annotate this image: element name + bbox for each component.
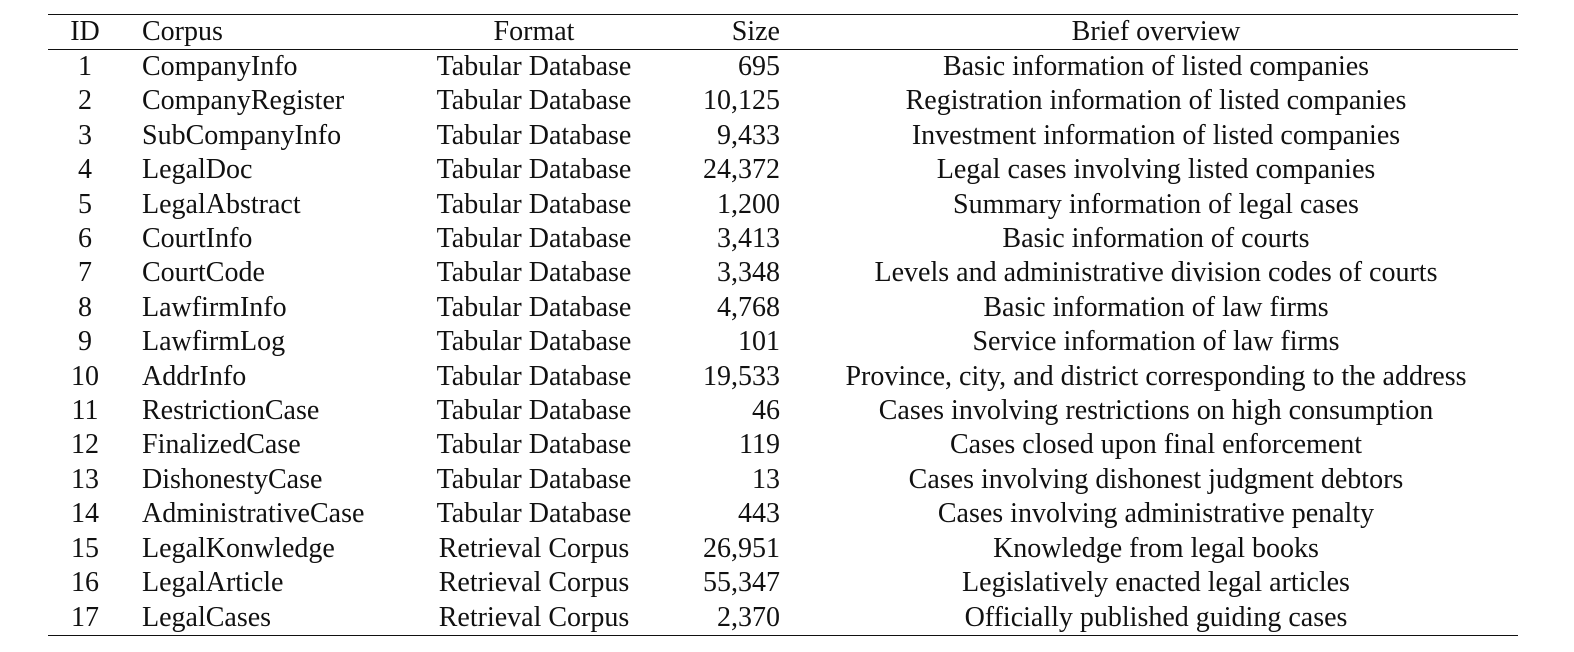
- cell-format: Tabular Database: [436, 223, 632, 255]
- cell-size: 1,200: [717, 188, 780, 220]
- cell-size: 13: [752, 463, 780, 495]
- table-row: [48, 50, 1518, 85]
- cell-corpus: LegalKonwledge: [142, 532, 335, 564]
- cell-id: 16: [71, 567, 99, 599]
- cell-size: 695: [738, 51, 780, 82]
- header-corpus: Corpus: [142, 16, 223, 47]
- cell-corpus: LawfirmLog: [142, 326, 286, 358]
- cell-id: 12: [71, 429, 99, 461]
- table-row: [48, 497, 1518, 531]
- cell-corpus: DishonestyCase: [142, 463, 323, 495]
- cell-overview: Knowledge from legal books: [993, 532, 1319, 564]
- table-row: [48, 601, 1518, 636]
- cell-id: 17: [71, 601, 99, 633]
- cell-format: Retrieval Corpus: [438, 532, 630, 564]
- cell-corpus: RestrictionCase: [142, 395, 320, 427]
- cell-corpus: LawfirmInfo: [142, 291, 287, 323]
- cell-corpus: LegalDoc: [142, 154, 253, 186]
- cell-overview: Investment information of listed companies: [911, 119, 1401, 151]
- cell-size: 3,413: [717, 223, 780, 255]
- table-header: [48, 15, 1518, 50]
- cell-size: 443: [738, 498, 780, 530]
- cell-format: Tabular Database: [436, 119, 632, 151]
- cell-corpus: CourtCode: [142, 257, 265, 289]
- cell-format: Tabular Database: [436, 51, 632, 82]
- cell-corpus: LegalAbstract: [142, 188, 301, 220]
- cell-overview: Cases involving restrictions on high consumption: [878, 395, 1434, 427]
- cell-id: 3: [78, 119, 92, 151]
- cell-size: 10,125: [703, 85, 780, 117]
- cell-id: 2: [78, 85, 92, 117]
- cell-size: 24,372: [703, 154, 780, 186]
- cell-corpus: AddrInfo: [142, 360, 247, 392]
- cell-id: 7: [78, 257, 92, 289]
- cell-format: Tabular Database: [436, 154, 632, 186]
- table-row: [48, 394, 1518, 428]
- cell-corpus: CourtInfo: [142, 223, 253, 255]
- cell-overview: Summary information of legal cases: [953, 188, 1359, 220]
- table-row: [48, 188, 1518, 222]
- cell-overview: Cases closed upon final enforcement: [949, 429, 1363, 461]
- cell-format: Tabular Database: [436, 188, 632, 220]
- cell-overview: Legislatively enacted legal articles: [962, 567, 1350, 599]
- cell-format: Tabular Database: [436, 360, 632, 392]
- cell-overview: Officially published guiding cases: [964, 601, 1348, 633]
- cell-format: Tabular Database: [436, 257, 632, 289]
- cell-id: 9: [78, 326, 92, 358]
- cell-overview: Basic information of listed companies: [942, 51, 1370, 82]
- cell-overview: Levels and administrative division codes of courts: [874, 257, 1438, 289]
- cell-id: 6: [78, 223, 92, 255]
- cell-size: 4,768: [717, 291, 780, 323]
- table-row: [48, 153, 1518, 187]
- cell-format: Tabular Database: [436, 498, 632, 530]
- cell-overview: Basic information of law firms: [983, 291, 1329, 323]
- cell-overview: Cases involving dishonest judgment debtors: [908, 463, 1404, 495]
- cell-size: 3,348: [717, 257, 780, 289]
- cell-size: 101: [738, 326, 780, 358]
- table-row: [48, 532, 1518, 566]
- table-row: [48, 119, 1518, 153]
- table-row: [48, 463, 1518, 497]
- corpus-table-container: [48, 14, 1518, 636]
- cell-overview: Province, city, and district corresponding to the address: [845, 360, 1467, 392]
- cell-size: 55,347: [703, 567, 780, 599]
- cell-size: 46: [752, 395, 780, 427]
- cell-format: Tabular Database: [436, 326, 632, 358]
- header-format: Format: [493, 16, 575, 47]
- cell-overview: Service information of law firms: [972, 326, 1340, 358]
- cell-format: Tabular Database: [436, 463, 632, 495]
- table-body: [48, 50, 1518, 636]
- cell-id: 15: [71, 532, 99, 564]
- cell-format: Tabular Database: [436, 395, 632, 427]
- cell-corpus: LegalArticle: [142, 567, 284, 599]
- cell-corpus: SubCompanyInfo: [142, 119, 342, 151]
- cell-overview: Registration information of listed companies: [905, 85, 1407, 117]
- table-row: [48, 222, 1518, 256]
- table-row: [48, 325, 1518, 359]
- cell-corpus: FinalizedCase: [142, 429, 301, 461]
- cell-id: 10: [71, 360, 99, 392]
- cell-id: 13: [71, 463, 99, 495]
- table-row: [48, 84, 1518, 118]
- cell-size: 2,370: [717, 601, 780, 633]
- cell-size: 119: [739, 429, 780, 461]
- cell-size: 9,433: [717, 119, 780, 151]
- table-row: [48, 566, 1518, 600]
- cell-corpus: CompanyRegister: [142, 85, 345, 117]
- corpus-table: [48, 14, 1518, 636]
- cell-overview: Legal cases involving listed companies: [936, 154, 1376, 186]
- header-size: Size: [731, 16, 780, 47]
- cell-format: Tabular Database: [436, 85, 632, 117]
- cell-size: 19,533: [703, 360, 780, 392]
- header-row: [48, 15, 1518, 50]
- cell-id: 5: [78, 188, 92, 220]
- cell-id: 11: [71, 395, 99, 427]
- header-id: ID: [70, 16, 100, 47]
- cell-format: Tabular Database: [436, 291, 632, 323]
- cell-id: 8: [78, 291, 92, 323]
- cell-overview: Basic information of courts: [1002, 223, 1310, 255]
- cell-format: Retrieval Corpus: [438, 567, 630, 599]
- cell-format: Retrieval Corpus: [438, 601, 630, 633]
- header-overview: Brief overview: [1071, 16, 1241, 47]
- cell-overview: Cases involving administrative penalty: [937, 498, 1375, 530]
- table-row: [48, 360, 1518, 394]
- cell-id: 1: [78, 51, 92, 82]
- cell-id: 14: [71, 498, 99, 530]
- cell-corpus: LegalCases: [142, 601, 272, 633]
- cell-id: 4: [78, 154, 92, 186]
- cell-corpus: AdministrativeCase: [142, 498, 365, 530]
- cell-size: 26,951: [703, 532, 780, 564]
- table-row: [48, 291, 1518, 325]
- cell-format: Tabular Database: [436, 429, 632, 461]
- table-row: [48, 256, 1518, 290]
- cell-corpus: CompanyInfo: [142, 51, 298, 82]
- table-row: [48, 428, 1518, 462]
